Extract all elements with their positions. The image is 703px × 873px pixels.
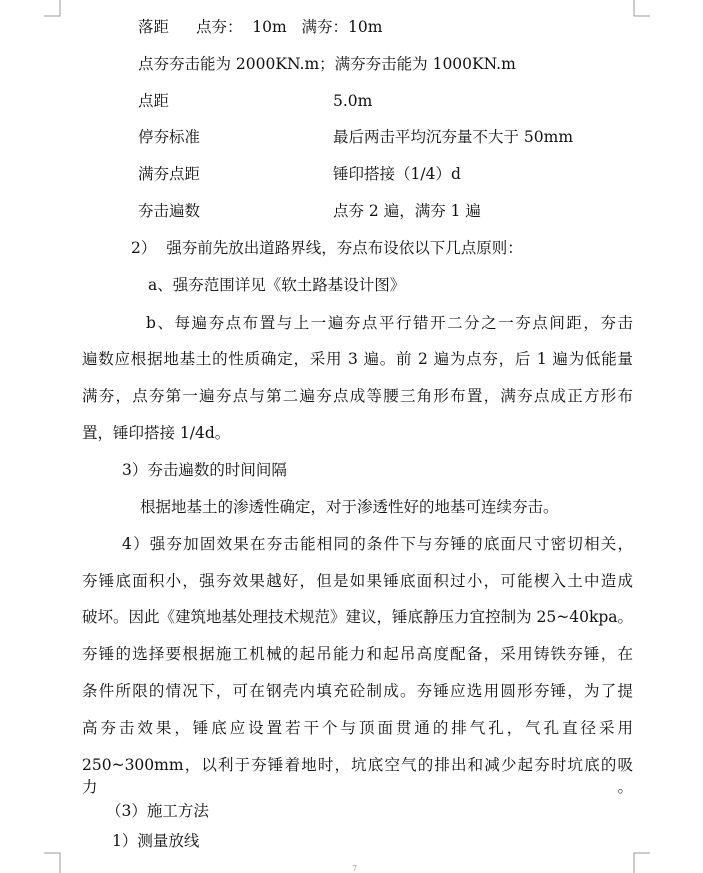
item-3-text: 根据地基土的渗透性确定，对于渗透性好的地基可连续夯击。: [140, 498, 559, 516]
item-4-line-7: 250~300mm，以利于夯锤着地时，坑底空气的排出和减少起夯时坑底的吸力。: [82, 756, 633, 796]
param-row-stop-standard: [138, 126, 638, 148]
section-3-heading: （3）施工方法: [106, 802, 209, 820]
item-2b-line-4: 置，锤印搭接 1/4d。: [82, 424, 231, 442]
section-3-item-1: 1）测量放线: [112, 832, 200, 850]
param-value: 锤印搭接（1/4）d: [333, 165, 461, 183]
item-4-line-3: 破坏。因此《建筑地基处理技术规范》建议，锤底静压力宜控制为 25~40kpa。: [82, 608, 633, 626]
param-label: 夯击遍数: [138, 202, 201, 220]
page-number: 7: [352, 864, 358, 873]
param-value: 最后两击平均沉夯量不大于 50mm: [333, 128, 574, 146]
item-2-heading: 2） 强夯前先放出道路界线，夯点布设依以下几点原则：: [131, 239, 523, 257]
param-label: 点夯夯击能为 2000KN.m；满夯夯击能为 1000KN.m: [138, 55, 516, 73]
item-2b-line-3: 满夯，点夯第一遍夯点与第二遍夯点成等腰三角形布置，满夯点成正方形布: [82, 387, 633, 405]
crop-mark-bottom-right: [634, 853, 650, 873]
item-3-heading: 3）夯击遍数的时间间隔: [122, 461, 287, 479]
param-value: 点夯 2 遍，满夯 1 遍: [333, 202, 481, 220]
item-4-line-2: 夯锤底面积小，强夯效果越好，但是如果锤底面积过小，可能楔入土中造成: [82, 572, 633, 590]
param-row-spacing: [138, 90, 638, 112]
item-2b-line-1: b、每遍夯点布置与上一遍夯点平行错开二分之一夯点间距，夯击: [146, 314, 633, 332]
item-4-line-5: 条件所限的情况下，可在钢壳内填充砼制成。夯锤应选用圆形夯锤，为了提: [82, 682, 633, 700]
crop-mark-top-left: [44, 0, 60, 16]
param-row-drop-distance: [138, 16, 382, 38]
param-row-passes: [138, 200, 638, 222]
param-label: 停夯标准: [138, 128, 201, 146]
param-label: 满夯点距: [138, 165, 201, 183]
crop-mark-bottom-left: [44, 853, 60, 873]
param-value: 5.0m: [333, 92, 373, 110]
param-value: 点夯： 10m 满夯：10m: [195, 18, 383, 36]
crop-mark-top-right: [634, 0, 650, 16]
item-4-line-6: 高夯击效果，锤底应设置若干个与顶面贯通的排气孔，气孔直径采用: [82, 719, 633, 737]
param-row-full-tamp-spacing: [138, 163, 638, 185]
item-2b-line-2: 遍数应根据地基土的性质确定，采用 3 遍。前 2 遍为点夯，后 1 遍为低能量: [82, 350, 633, 368]
item-2a: a、强夯范围详见《软土路基设计图》: [148, 276, 406, 294]
param-row-energy: [138, 53, 516, 75]
param-label: 落距: [138, 18, 170, 36]
param-label: 点距: [138, 92, 170, 110]
item-4-line-4: 夯锤的选择要根据施工机械的起吊能力和起吊高度配备，采用铸铁夯锤，在: [82, 645, 633, 663]
item-4-line-1: 4）强夯加固效果在夯击能相同的条件下与夯锤的底面尺寸密切相关，: [122, 535, 633, 553]
